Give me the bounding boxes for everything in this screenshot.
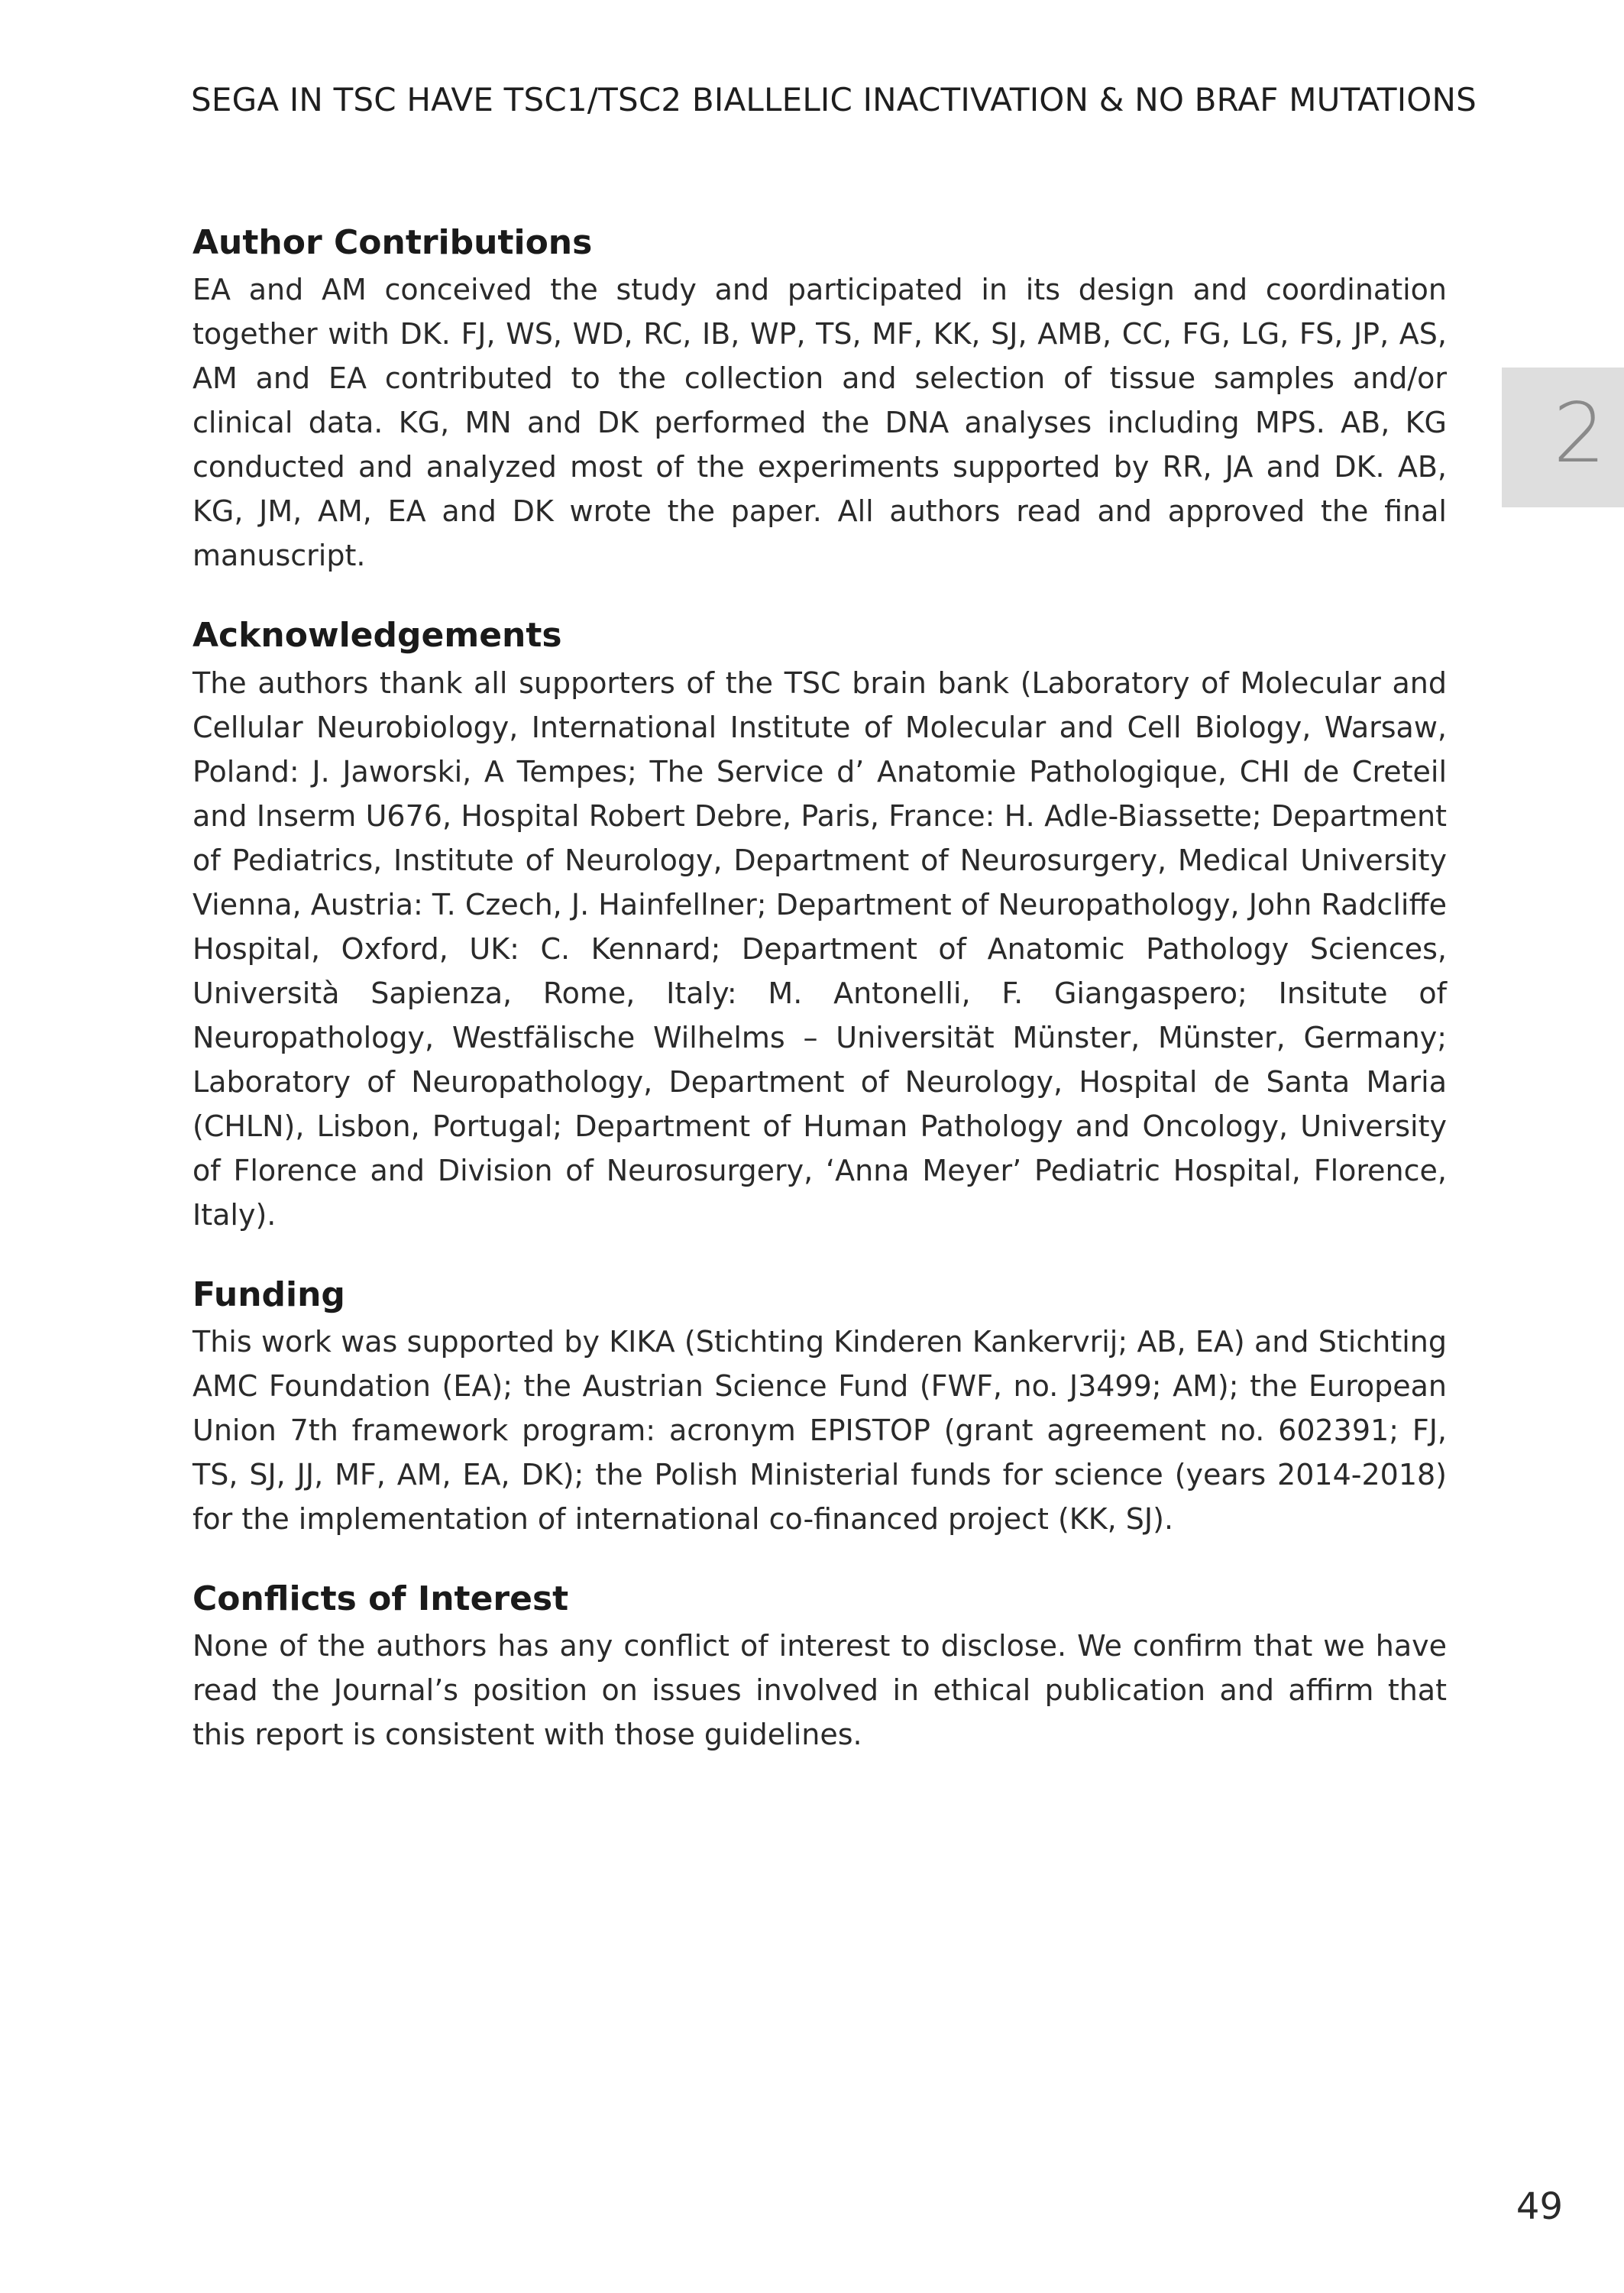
- section-body: The authors thank all supporters of the TSC brain bank (Laboratory of Molecular and Cellular Neurobiology, International Institute of Molecular and Cell Biology, Warsaw, Poland: J. Jaworski, A Tempes; The Service d’ Anatomie Pathologique, CHI de Creteil and Inserm U676, Hospital Robert Debre, Paris, France: H. Adle-Biassette; Department of Pediatrics, Institute of Neurology, Department of Neurosurgery, Medical University Vienna, Austria: T. Czech, J. Hainfellner; Department of Neuropathology, John Radcliffe Hospital, Oxford, UK: C. Kennard; Department of Anatomic Pathology Sciences, Università Sapienza, Rome, Italy: M. Antonelli, F. Giangaspero; Insitute of Neuropathology, Westfälische Wilhelms – Universität Münster, Münster, Germany; Laboratory of Neuropathology, Department of Neurology, Hospital de Santa Maria (CHLN), Lisbon, Portugal; Department of Human Pathology and Oncology, University of Florence and Division of Neurosurgery, ‘Anna Meyer’ Pediatric Hospital, Florence, Italy).: [192, 666, 1447, 1232]
- section-acknowledgements: [192, 614, 1447, 1236]
- main-content: [192, 222, 1447, 1793]
- section-heading: Author Contributions: [192, 223, 593, 262]
- section-conflicts-of-interest: [192, 1578, 1447, 1757]
- section-heading: Funding: [192, 1274, 345, 1314]
- running-title: SEGA IN TSC HAVE TSC1/TSC2 BIALLELIC INACTIVATION & NO BRAF MUTATIONS: [191, 81, 1477, 118]
- section-body: EA and AM conceived the study and participated in its design and coordination together with DK. FJ, WS, WD, RC, IB, WP, TS, MF, KK, SJ, AMB, CC, FG, LG, FS, JP, AS, AM and EA contributed to the collection and selection of tissue samples and/or clinical data. KG, MN and DK performed the DNA analyses including MPS. AB, KG conducted and analyzed most of the experiments supported by RR, JA and DK. AB, KG, JM, AM, EA and DK wrote the paper. All authors read and approved the final manuscript.: [192, 273, 1447, 573]
- section-author-contributions: [192, 222, 1447, 578]
- section-heading: Conflicts of Interest: [192, 1579, 569, 1618]
- section-body: This work was supported by KIKA (Stichting Kinderen Kankervrij; AB, EA) and Stichting AMC Foundation (EA); the Austrian Science Fund (FWF, no. J3499; AM); the European Union 7th framework program: acronym EPISTOP (grant agreement no. 602391; FJ, TS, SJ, JJ, MF, AM, EA, DK); the Polish Ministerial funds for science (years 2014-2018) for the implementation of international co-financed project (KK, SJ).: [192, 1324, 1447, 1536]
- page-number: 49: [1516, 2185, 1563, 2228]
- chapter-number: 2: [1553, 386, 1606, 481]
- section-funding: [192, 1274, 1447, 1541]
- chapter-tab: [1502, 368, 1624, 507]
- section-body: None of the authors has any conflict of interest to disclose. We confirm that we have read the Journal’s position on issues involved in ethical publication and affirm that this report is consistent with those guidelines.: [192, 1629, 1447, 1752]
- section-heading: Acknowledgements: [192, 616, 562, 656]
